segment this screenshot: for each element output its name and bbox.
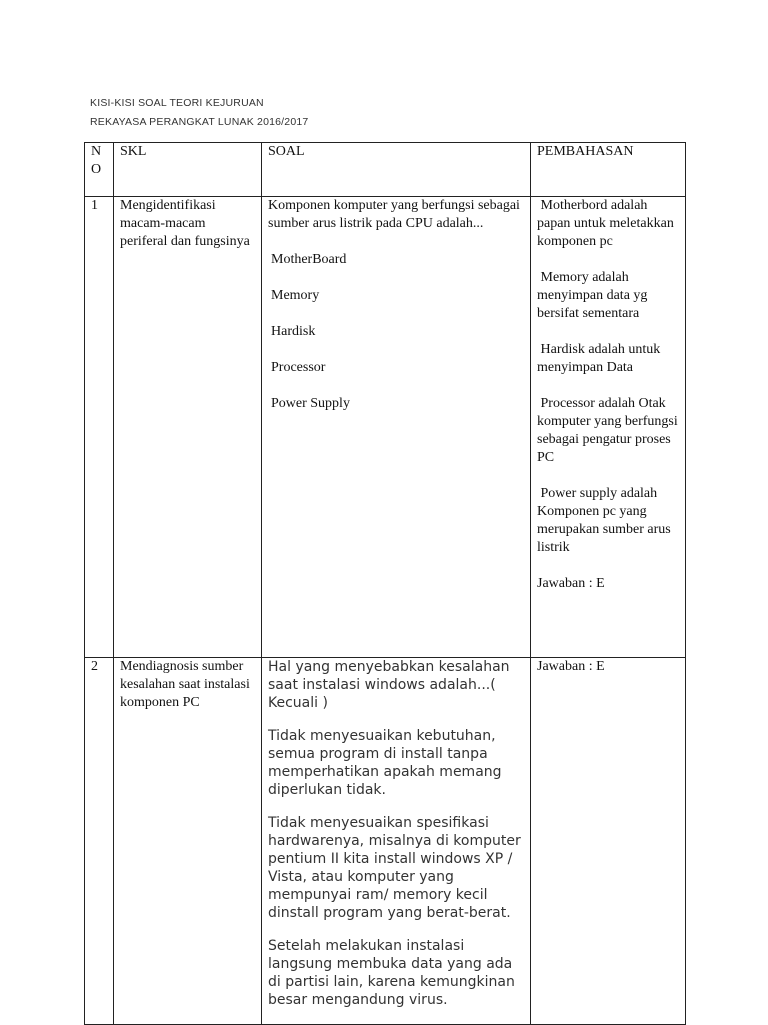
question-cell <box>262 658 531 1025</box>
table-header-row <box>85 143 686 197</box>
document-title: KISI-KISI SOAL TEORI KEJURUAN <box>90 97 264 109</box>
answer-option: MotherBoard <box>271 252 347 267</box>
answer-option: Setelah melakukan instalasi langsung membuka data yang ada di partisi lain, karena kemungkinan besar mengandung virus. <box>268 938 515 1008</box>
explanation-text: Power supply adalah Komponen pc yang merupakan sumber arus listrik <box>537 486 675 555</box>
explanation-text: Processor adalah Otak komputer yang berfungsi sebagai pengatur proses PC <box>537 396 682 465</box>
table-row <box>85 197 686 658</box>
header-no: N O <box>85 143 114 197</box>
explanation-cell <box>531 197 686 658</box>
header-soal: SOAL <box>262 143 531 197</box>
header-skl: SKL <box>114 143 262 197</box>
question-cell <box>262 197 531 658</box>
table-row <box>85 658 686 1025</box>
skl-text: Mengidentifikasi macam-macam periferal dan fungsinya <box>114 197 262 658</box>
answer-option: Processor <box>271 360 326 375</box>
answer-option: Tidak menyesuaikan kebutuhan, semua program di install tanpa memperhatikan apakah memang diperlukan tidak. <box>268 728 502 798</box>
row-number: 1 <box>85 197 114 658</box>
question-grid-table <box>84 142 686 1025</box>
skl-text: Mendiagnosis sumber kesalahan saat instalasi komponen PC <box>114 658 262 1025</box>
row-number: 2 <box>85 658 114 1025</box>
answer-option: Memory <box>271 288 320 303</box>
answer-option: Hardisk <box>271 324 316 339</box>
answer-option: Power Supply <box>271 396 350 411</box>
document-subtitle: REKAYASA PERANGKAT LUNAK 2016/2017 <box>90 116 309 128</box>
question-text: Komponen komputer yang berfungsi sebagai sumber arus listrik pada CPU adalah... <box>268 198 520 231</box>
explanation-text: Hardisk adalah untuk menyimpan Data <box>537 342 664 375</box>
question-text: Hal yang menyebabkan kesalahan saat instalasi windows adalah...( Kecuali ) <box>268 659 510 711</box>
explanation-text: Memory adalah menyimpan data yg bersifat sementara <box>537 270 651 321</box>
answer-key: Jawaban : E <box>531 658 686 1025</box>
answer-key: Jawaban : E <box>537 576 605 591</box>
answer-option: Tidak menyesuaikan spesifikasi hardwarenya, misalnya di komputer pentium II kita install windows XP / Vista, atau komputer yang mempunyai ram/ memory kecil dinstall program yang berat-berat. <box>268 815 521 921</box>
explanation-text: Motherbord adalah papan untuk meletakkan komponen pc <box>537 198 678 249</box>
header-pembahasan: PEMBAHASAN <box>531 143 686 197</box>
